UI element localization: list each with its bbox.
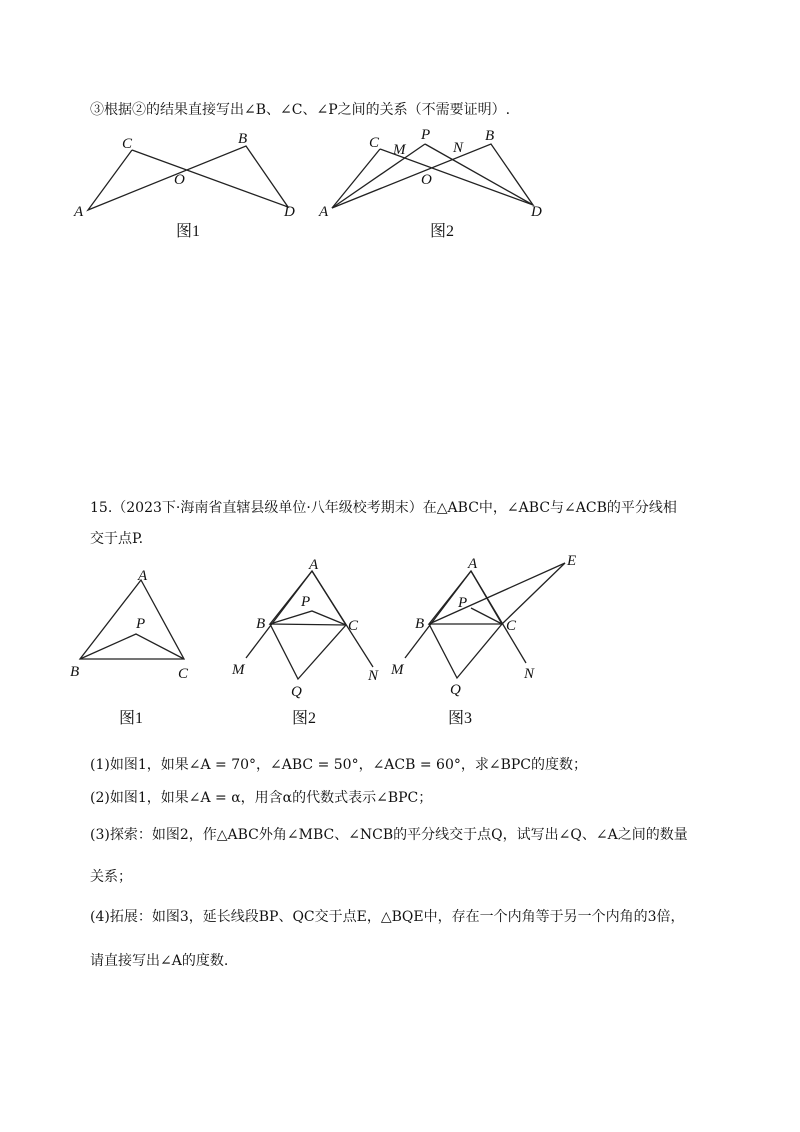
label-b: B [256, 616, 266, 632]
label-p: P [458, 595, 468, 611]
bottom-figure-2-caption: 图2 [292, 710, 317, 727]
question-3-line-1: (3)探索：如图2，作△ABC外角∠MBC、∠NCB的平分线交于点Q，试写出∠Q、∠A之间的数量 [90, 827, 688, 843]
question-3-line-2: 关系； [90, 869, 132, 885]
line-am [405, 571, 471, 658]
label-b: B [238, 131, 248, 147]
question-4-line-2: 请直接写出∠A的度数. [90, 953, 229, 969]
label-b: B [485, 128, 495, 144]
label-b: B [70, 664, 80, 680]
label-a: A [74, 204, 84, 220]
bisectors-bq-cq [270, 624, 346, 679]
question-2: (2)如图1，如果∠A = α，用含α的代数式表示∠BPC； [90, 790, 433, 806]
bottom-figure-2 [226, 554, 386, 704]
label-m: M [393, 142, 406, 158]
label-c: C [506, 618, 517, 634]
label-p: P [421, 127, 431, 143]
label-n: N [368, 668, 379, 684]
label-b: B [415, 616, 425, 632]
label-e: E [567, 553, 577, 569]
label-n: N [453, 140, 464, 156]
top-figure-2-caption: 图2 [430, 223, 455, 240]
label-p: P [136, 616, 146, 632]
line-ce [502, 563, 565, 624]
bowtie-lines [88, 146, 288, 210]
label-d: D [531, 204, 542, 220]
label-c: C [122, 136, 133, 152]
label-c: C [178, 666, 189, 682]
label-a: A [138, 568, 148, 584]
bottom-figure-3 [385, 550, 595, 700]
problem-15-line-1: 15.（2023下·海南省直辖县级单位·八年级校考期末）在△ABC中，∠ABC与∠ACB的平分线相 [90, 500, 677, 516]
bisectors-bp-cp [270, 611, 346, 625]
bowtie-lines [332, 144, 533, 208]
label-q: Q [291, 684, 302, 700]
label-m: M [232, 662, 245, 678]
question-1: (1)如图1，如果∠A = 70°，∠ABC = 50°，∠ACB = 60°，求∠BPC的度数； [90, 757, 588, 773]
label-a: A [319, 204, 329, 220]
triangle-abc [80, 580, 184, 659]
label-o: O [174, 172, 185, 188]
label-q: Q [450, 682, 461, 698]
top-figure-1 [70, 128, 310, 218]
line-pd [425, 144, 533, 205]
label-p: P [301, 594, 311, 610]
label-n: N [524, 666, 535, 682]
question-4-line-1: (4)拓展：如图3，延长线段BP、QC交于点E，△BQE中，存在一个内角等于另一个内角的3倍， [90, 909, 685, 925]
bottom-figure-1 [66, 566, 206, 686]
top-figure-1-caption: 图1 [176, 223, 201, 240]
bisectors-bq-cq [429, 624, 502, 678]
bottom-figure-1-caption: 图1 [119, 710, 144, 727]
top-figure-2 [315, 122, 555, 220]
label-c: C [369, 135, 380, 151]
label-o: O [421, 172, 432, 188]
label-a: A [468, 556, 478, 572]
label-c: C [348, 618, 359, 634]
problem-15-line-2: 交于点P. [90, 531, 144, 547]
label-m: M [391, 662, 404, 678]
bottom-figure-3-caption: 图3 [448, 710, 473, 727]
part3-question: ③根据②的结果直接写出∠B、∠C、∠P之间的关系（不需要证明）. [90, 102, 511, 118]
label-a: A [309, 557, 319, 573]
label-d: D [284, 204, 295, 220]
